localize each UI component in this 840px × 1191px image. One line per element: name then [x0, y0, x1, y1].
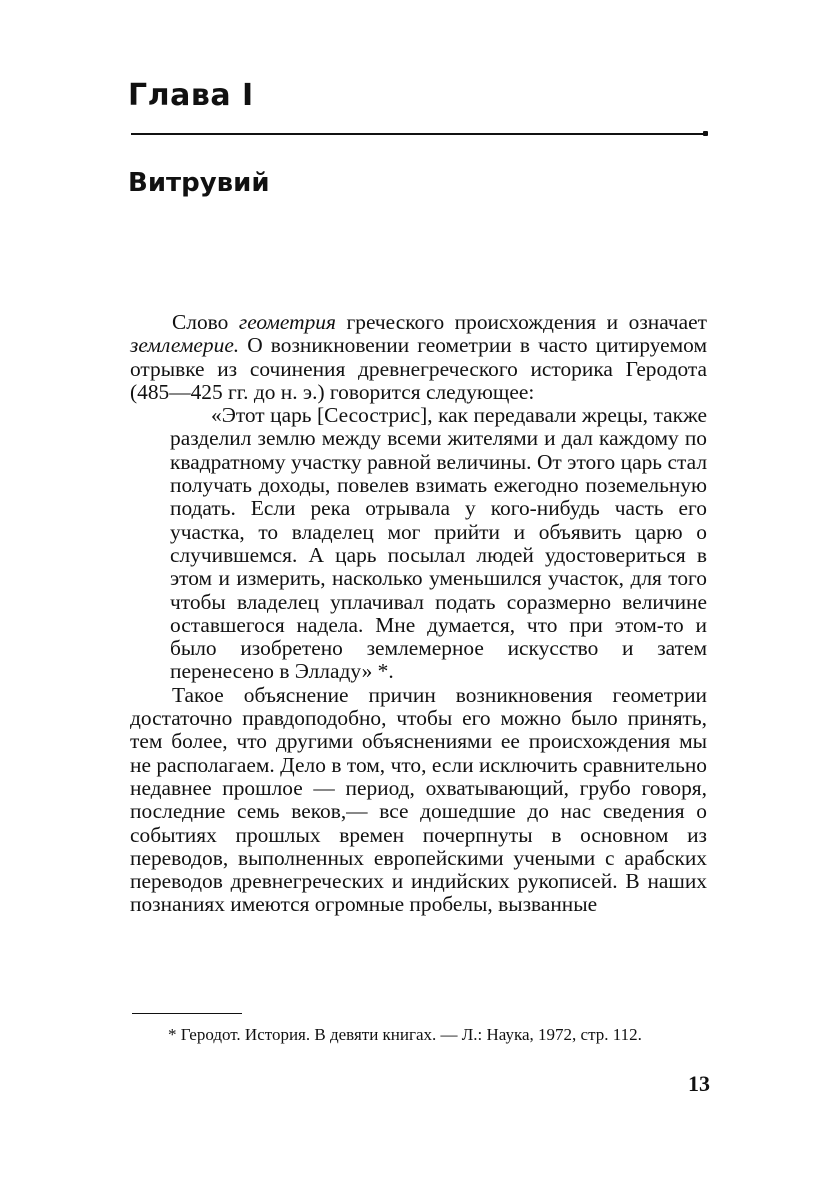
- intro-paragraph: [130, 311, 707, 404]
- term-geometry: геометрия: [238, 310, 336, 334]
- explanation-paragraph: Такое объяснение причин возникновения геометрии достаточно правдоподобно, чтобы его можно было принять, тем более, что другими объяснениями ее происхождения мы не располагаем. Дело в том, что, если исключить сравнительно недавнее прошлое — период, охватывающий, грубо говоря, последние семь веков,— все дошедшие до нас сведения о событиях прошлых времен почерпнуты в основном из переводов, выполненных европейскими учеными с арабских переводов древнегреческих и индийских рукописей. В наших познаниях имеются огромные пробелы, вызванные: [130, 682, 707, 917]
- chapter-heading: Глава I: [128, 78, 254, 113]
- footnote-rule: [132, 1013, 242, 1014]
- footnote: * Геродот. История. В девяти книгах. — Л.: Наука, 1972, стр. 112.: [168, 1025, 642, 1044]
- intro-text-2: греческого происхождения и означает: [335, 310, 707, 334]
- herodotus-quote: «Этот царь [Сесострис], как передавали жрецы, также разделил землю между всеми жителями и дал каждому по квадратному участку равной величины. От этого царь стал получать доходы, повелев взимать ежегодно поземельную подать. Если река отрывала у кого-нибудь часть его участка, то владелец мог прийти и объявить царю о случившемся. А царь посылал людей удостовериться в этом и измерить, насколько уменьшился участок, для того чтобы владелец уплачивал подать соразмерно величине оставшегося надела. Мне думается, что при этом-то и было изобретено землемерное искусство и затем перенесено в Элладу» *.: [170, 403, 707, 684]
- body-text: [130, 311, 707, 917]
- section-title: Витрувий: [128, 168, 270, 198]
- intro-text-3: О возникновении геометрии в часто цитируемом отрывке из сочинения древнегреческого историка Геродота (485—425 гг. до н. э.) говорится следующее:: [130, 333, 707, 404]
- term-land-measuring: землемерие.: [130, 333, 240, 358]
- intro-text-1: Слово: [172, 310, 239, 334]
- chapter-rule: [131, 133, 707, 135]
- page-number: 13: [688, 1071, 710, 1096]
- chapter-rule-end: [703, 131, 708, 136]
